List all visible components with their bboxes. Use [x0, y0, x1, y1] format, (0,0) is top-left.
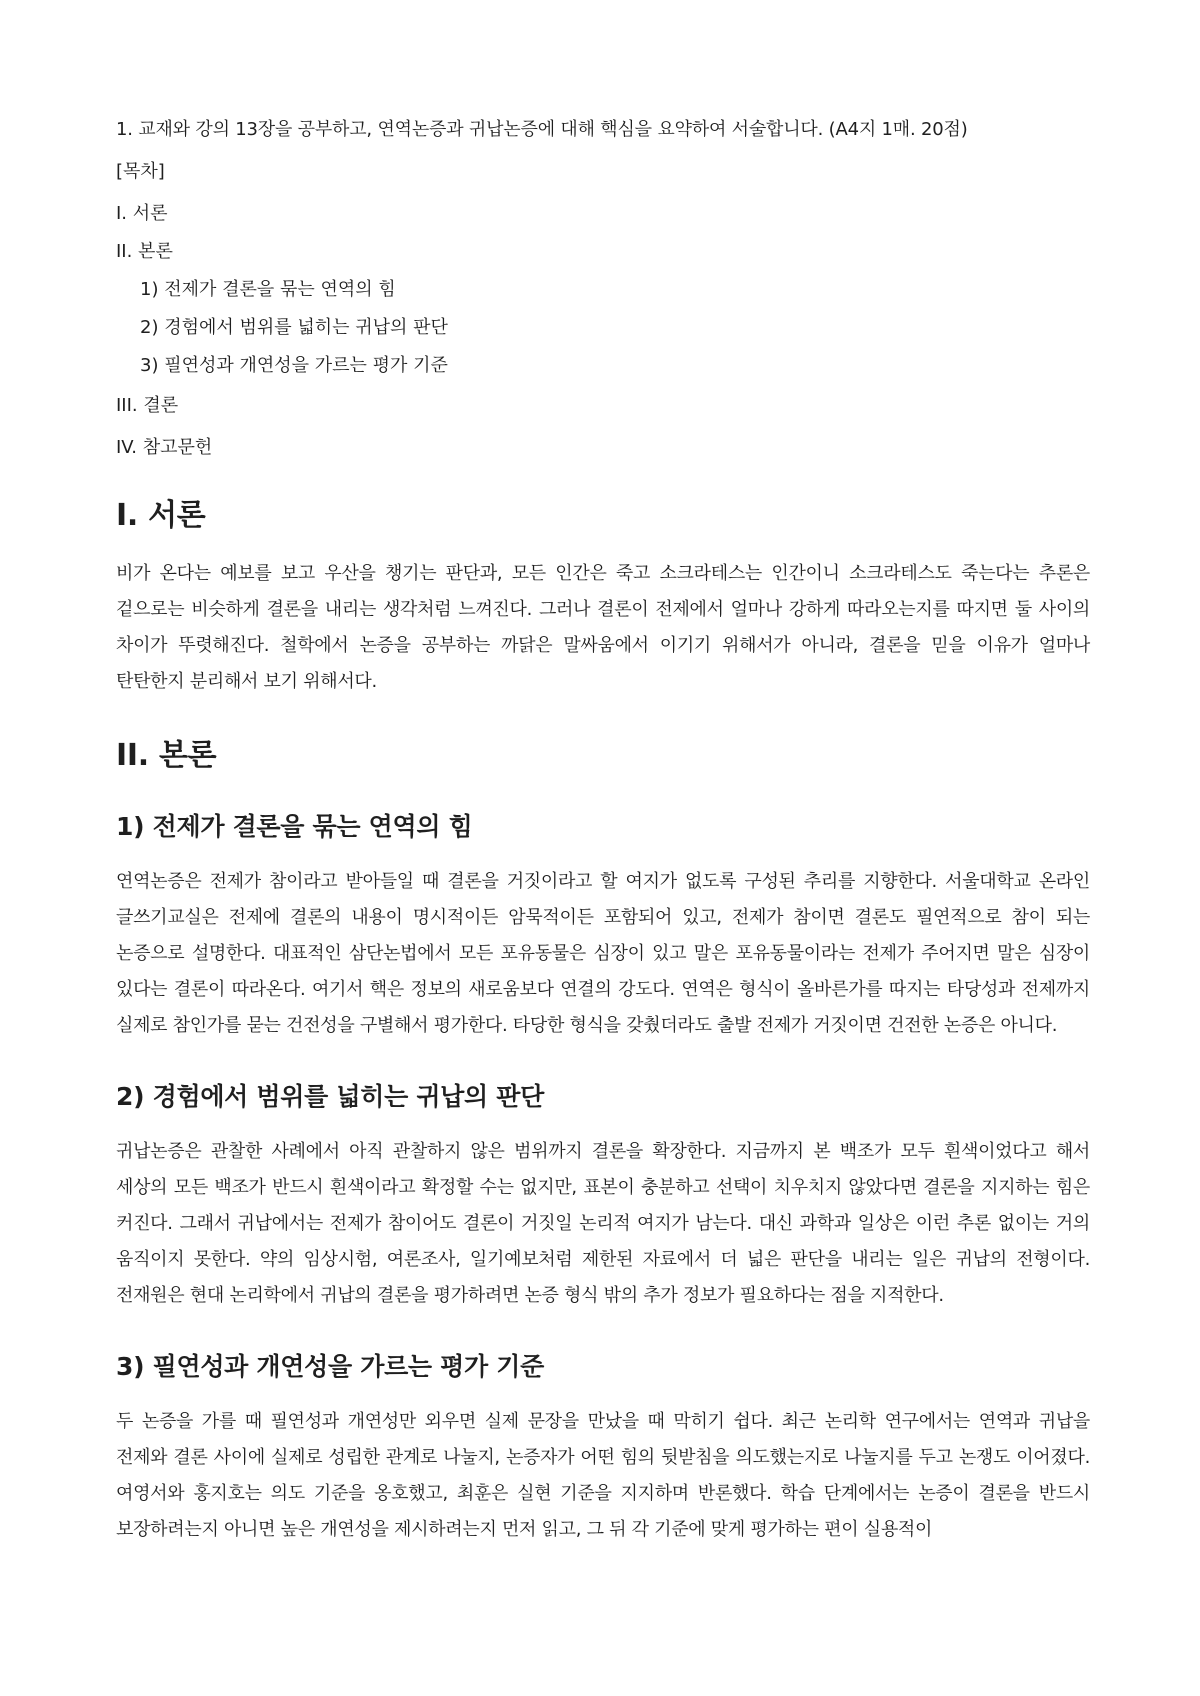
- toc-item-body-1: 1) 전제가 결론을 묶는 연역의 힘: [140, 279, 396, 300]
- toc-item-intro: I. 서론: [116, 203, 168, 224]
- assignment-prompt: 1. 교재와 강의 13장을 공부하고, 연역논증과 귀납논증에 대해 핵심을 요약하여 서술합니다. (A4지 1매. 20점): [116, 119, 968, 140]
- toc-item-body-2: 2) 경험에서 범위를 넓히는 귀납의 판단: [140, 317, 448, 338]
- toc-item-references: IV. 참고문헌: [116, 437, 213, 458]
- toc-item-body-3: 3) 필연성과 개연성을 가르는 평가 기준: [140, 355, 448, 376]
- deduction-paragraph: 연역논증은 전제가 참이라고 받아들일 때 결론을 거짓이라고 할 여지가 없도록 구성된 추리를 지향한다. 서울대학교 온라인 글쓰기교실은 전제에 결론의 내용이 명시적이든 암묵적이든 포함되어 있고, 전제가 참이면 결론도 필연적으로 참이 되는 논증으로 설명한다. 대표적인 삼단논법에서 모든 포유동물은 심장이 있고 말은 포유동물이라는 전제가 주어지면 말은 심장이 있다는 결론이 따라온다. 여기서 핵은 정보의 새로움보다 연결의 강도다. 연역은 형식이 올바른가를 따지는 타당성과 전제까지 실제로 참인가를 묻는 건전성을 구별해서 평가한다. 타당한 형식을 갖췄더라도 출발 전제가 거짓이면 건전한 논증은 아니다.: [116, 871, 1090, 1036]
- toc-item-conclusion: III. 결론: [116, 395, 179, 416]
- toc-list: [116, 200, 1090, 462]
- subsection-title-induction: 2) 경험에서 범위를 넓히는 귀납의 판단: [116, 1082, 544, 1111]
- induction-paragraph: 귀납논증은 관찰한 사례에서 아직 관찰하지 않은 범위까지 결론을 확장한다. 지금까지 본 백조가 모두 흰색이었다고 해서 세상의 모든 백조가 반드시 흰색이라고 확정할 수는 없지만, 표본이 충분하고 선택이 치우치지 않았다면 결론을 지지하는 힘은 커진다. 그래서 귀납에서는 전제가 참이어도 결론이 거짓일 논리적 여지가 남는다. 대신 과학과 일상은 이런 추론 없이는 거의 움직이지 못한다. 약의 임상시험, 여론조사, 일기예보처럼 제한된 자료에서 더 넓은 판단을 내리는 일은 귀납의 전형이다. 전재원은 현대 논리학에서 귀납의 결론을 평가하려면 논증 형식 밖의 추가 정보가 필요하다는 점을 지적한다.: [116, 1141, 1090, 1306]
- subsection-title-deduction: 1) 전제가 결론을 묶는 연역의 힘: [116, 812, 473, 841]
- intro-paragraph: 비가 온다는 예보를 보고 우산을 챙기는 판단과, 모든 인간은 죽고 소크라테스는 인간이니 소크라테스도 죽는다는 추론은 겉으로는 비슷하게 결론을 내리는 생각처럼 느껴진다. 그러나 결론이 전제에서 얼마나 강하게 따라오는지를 따지면 둘 사이의 차이가 뚜렷해진다. 철학에서 논증을 공부하는 까닭은 말싸움에서 이기기 위해서가 아니라, 결론을 믿을 이유가 얼마나 탄탄한지 분리해서 보기 위해서다.: [116, 563, 1090, 692]
- toc-heading: [목차]: [116, 161, 165, 182]
- subsection-title-criteria: 3) 필연성과 개연성을 가르는 평가 기준: [116, 1352, 544, 1381]
- table-of-contents: [116, 158, 1090, 462]
- section-title-intro: I. 서론: [116, 498, 206, 533]
- toc-item-body: II. 본론: [116, 241, 173, 262]
- section-title-body: II. 본론: [116, 738, 217, 773]
- criteria-paragraph: 두 논증을 가를 때 필연성과 개연성만 외우면 실제 문장을 만났을 때 막히기 쉽다. 최근 논리학 연구에서는 연역과 귀납을 전제와 결론 사이에 실제로 성립한 관계로 나눌지, 논증자가 어떤 힘의 뒷받침을 의도했는지로 나눌지를 두고 논쟁도 이어졌다. 여영서와 홍지호는 의도 기준을 옹호했고, 최훈은 실현 기준을 지지하며 반론했다. 학습 단계에서는 논증이 결론을 반드시 보장하려는지 아니면 높은 개연성을 제시하려는지 먼저 읽고, 그 뒤 각 기준에 맞게 평가하는 편이 실용적이: [116, 1411, 1090, 1540]
